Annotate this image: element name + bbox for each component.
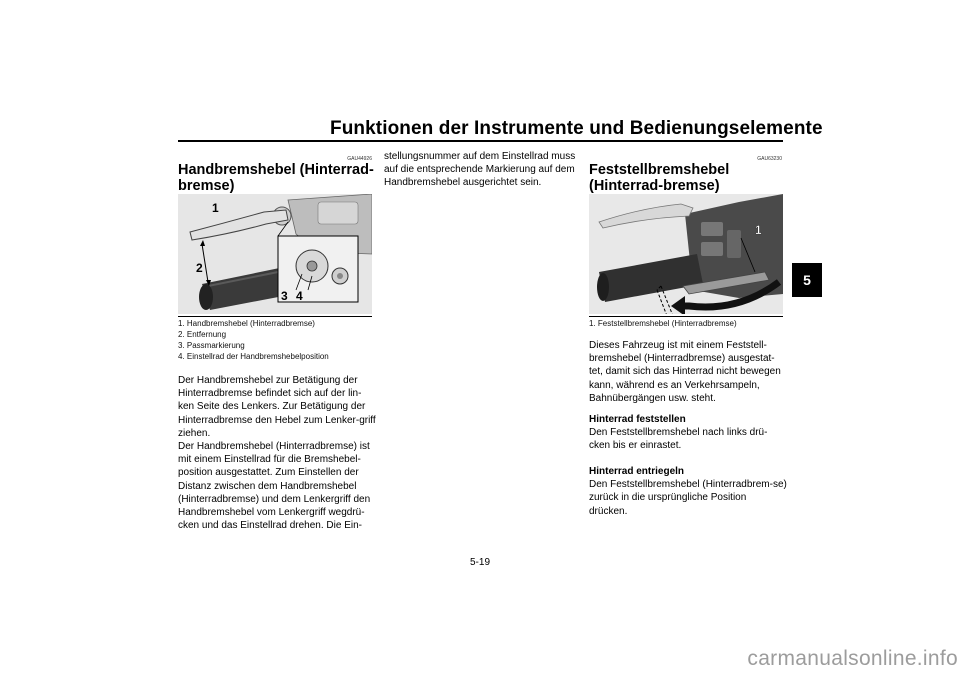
watermark: carmanualsonline.info	[747, 647, 958, 670]
heading-feststellbremshebel: Feststellbremshebel (Hinterrad-bremse)	[589, 162, 730, 194]
caption-rule-left	[178, 316, 372, 317]
callout-1-right: 1	[755, 223, 762, 237]
caption-item: 1. Handbremshebel (Hinterradbremse)	[178, 319, 315, 328]
body-middle: stellungsnummer auf dem Einstellrad muss auf die entsprechende Markierung auf dem Handbremshebel ausgerichtet sein.	[384, 151, 576, 189]
caption-item: 4. Einstellrad der Handbremshebelposition	[178, 352, 329, 361]
parking-brake-illustration	[589, 194, 783, 314]
callout-4: 4	[296, 289, 303, 303]
page-number: 5-19	[469, 557, 490, 568]
caption-rule-right	[589, 316, 783, 317]
figure-parking-brake-lever	[589, 194, 783, 314]
handbrake-illustration	[178, 194, 372, 314]
title-rule	[178, 140, 783, 142]
section-feststellen	[589, 413, 787, 453]
section-text: Den Feststellbremshebel (Hinterradbrem-se) zurück in die ursprüngliche Position drücken.	[589, 479, 787, 517]
body-right-intro: Dieses Fahrzeug ist mit einem Feststell-bremshebel (Hinterradbremse) ausgestat-tet, damit sich das Hinterrad nicht bewegen kann, während es an Verkehrsampeln, Bahnübergängen usw. steht.	[589, 340, 781, 404]
figure-handbrake-lever	[178, 194, 372, 314]
heading-handbremshebel: Handbremshebel (Hinterrad-bremse)	[178, 162, 374, 194]
caption-item: 2. Entfernung	[178, 330, 227, 339]
subheading: Hinterrad entriegeln	[589, 466, 685, 477]
callout-1: 1	[212, 201, 219, 215]
caption-list-left	[178, 318, 378, 362]
callout-2: 2	[196, 261, 203, 275]
caption-item: 3. Passmarkierung	[178, 341, 245, 350]
body-left: Der Handbremshebel zur Betätigung der Hinterradbremse befindet sich auf der lin-ken Seite des Lenkers. Zur Betätigung der Hinterradbremse den Hebel zum Lenker-griff ziehen. Der Handbremshebel (Hinterradbremse) ist mit einem Einstellrad für die Bremshebel-position ausgestattet. Zum Einstellen der Distanz zwischen dem Handbremshebel (Hinterradbremse) und dem Lenkergriff den Handbremshebel vom Lenkergriff wegdrü-cken und das Einstellrad drehen. Die Ein-	[178, 375, 376, 532]
section-text: Den Feststellbremshebel nach links drü-cken bis er einrastet.	[589, 427, 768, 452]
chapter-tab[interactable]: 5	[792, 263, 822, 297]
section-code-right: GAU63230	[757, 156, 782, 162]
caption-list-right	[589, 318, 789, 329]
page-title: Funktionen der Instrumente und Bedienungselemente	[330, 118, 823, 139]
subheading: Hinterrad feststellen	[589, 414, 686, 425]
caption-item: 1. Feststellbremshebel (Hinterradbremse)	[589, 319, 737, 328]
section-code-left: GAU44926	[347, 156, 372, 162]
section-entriegeln	[589, 465, 787, 518]
callout-3: 3	[281, 289, 288, 303]
